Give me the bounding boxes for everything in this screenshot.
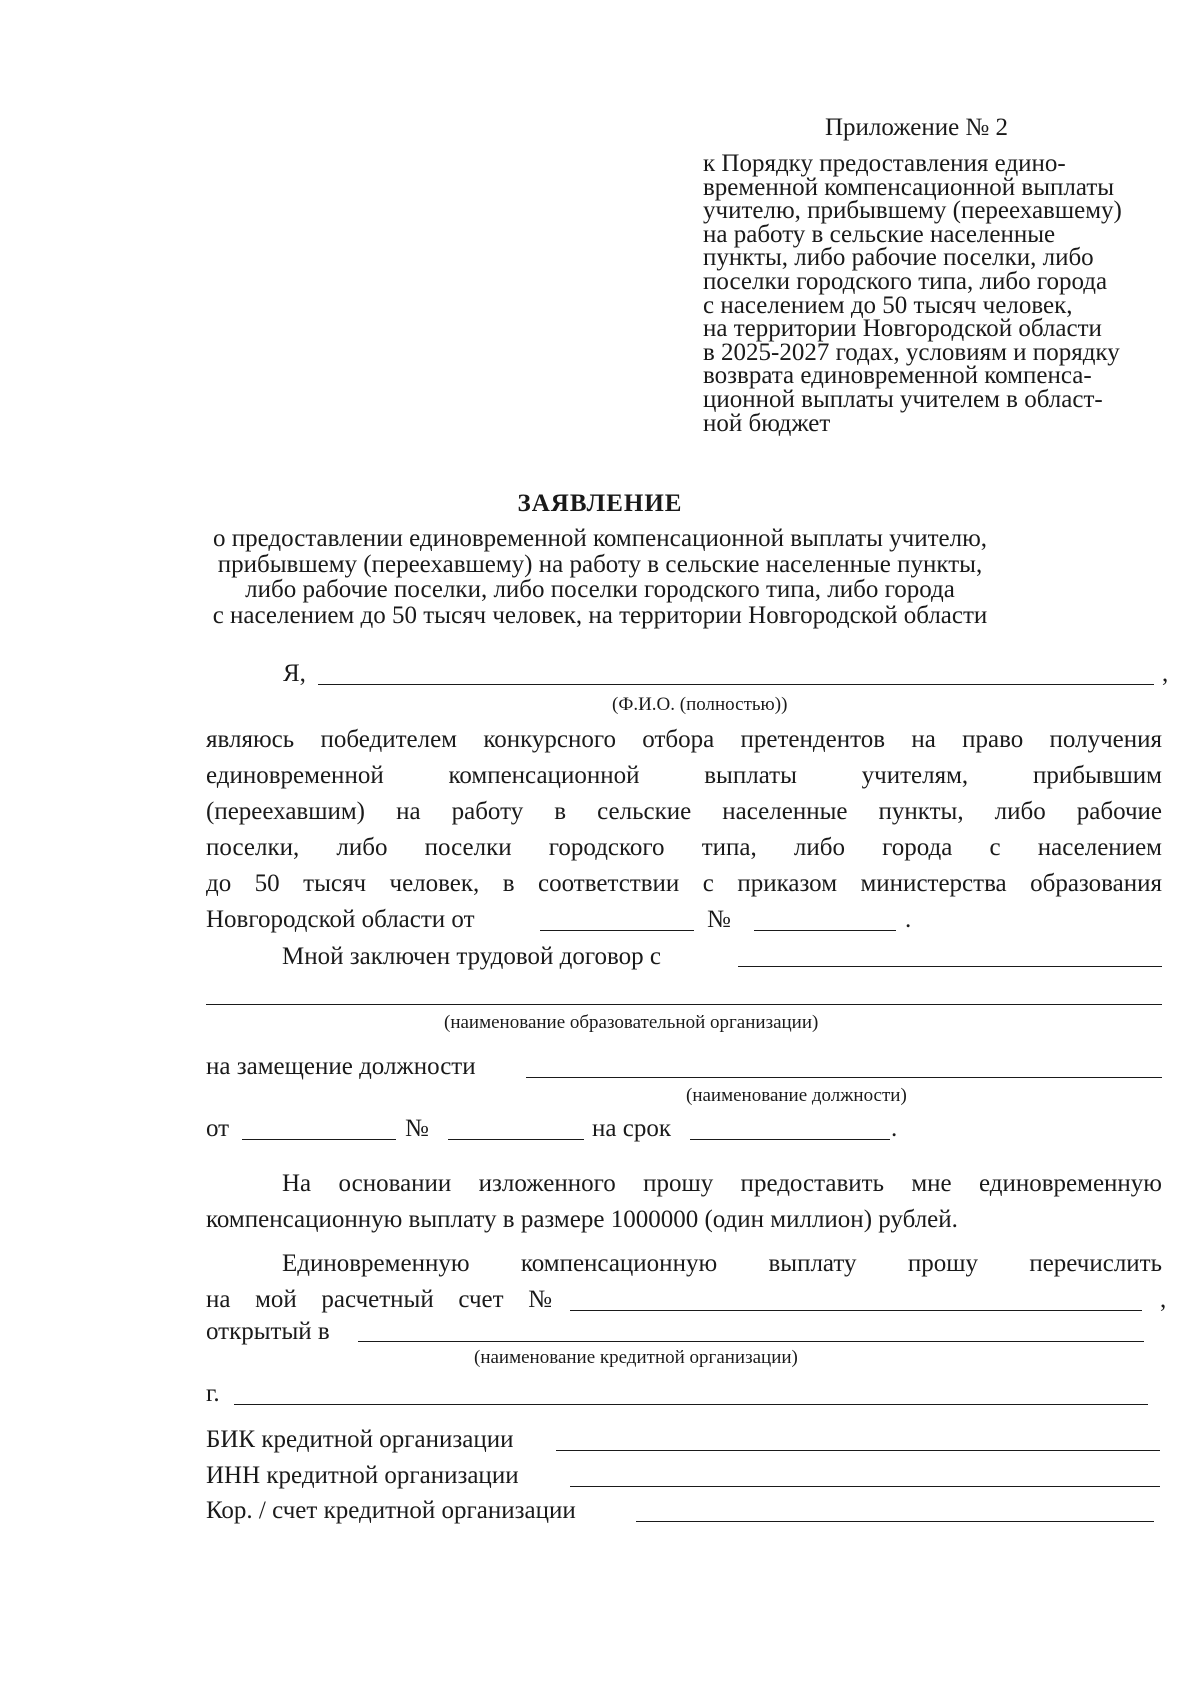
contract-org-field-continued[interactable] bbox=[206, 1004, 1162, 1005]
winner-line: являюсь победителем конкурсного отбора претендентов на право получения bbox=[206, 726, 1162, 753]
city-label: г. bbox=[206, 1380, 220, 1407]
subtitle-line: с населением до 50 тысяч человек, на территории Новгородской области bbox=[212, 601, 988, 629]
document-title: ЗАЯВЛЕНИЕ bbox=[517, 490, 683, 517]
inn-label: ИНН кредитной организации bbox=[206, 1462, 519, 1489]
contract-date-field[interactable] bbox=[242, 1139, 396, 1140]
appendix-line: на территории Новгородской области bbox=[703, 315, 1102, 343]
appendix-line: в 2025-2027 годах, условиям и порядку bbox=[703, 338, 1120, 366]
bik-field[interactable] bbox=[556, 1450, 1160, 1451]
position-field[interactable] bbox=[526, 1077, 1162, 1078]
contract-from-label: от bbox=[206, 1115, 230, 1142]
account-label: на мой расчетный счет № bbox=[206, 1286, 552, 1313]
account-comma: , bbox=[1160, 1286, 1167, 1313]
request-line: На основании изложенного прошу предоставить мне единовременную bbox=[282, 1170, 1162, 1197]
ya-label: Я, bbox=[283, 660, 306, 687]
fio-field[interactable] bbox=[318, 684, 1154, 685]
bik-label: БИК кредитной организации bbox=[206, 1426, 514, 1453]
appendix-line: пункты, либо рабочие поселки, либо bbox=[703, 244, 1094, 272]
winner-line: до 50 тысяч человек, в соответствии с приказом министерства образования bbox=[206, 870, 1162, 897]
contract-number-field[interactable] bbox=[448, 1139, 584, 1140]
subtitle-line: либо рабочие поселки, либо поселки городского типа, либо города bbox=[245, 576, 955, 603]
transfer-line: Единовременную компенсационную выплату прошу перечислить bbox=[282, 1250, 1162, 1277]
org-caption: (наименование образовательной организации) bbox=[444, 1012, 819, 1033]
appendix-line: возврата единовременной компенса- bbox=[703, 362, 1092, 390]
contract-label: Мной заключен трудовой договор с bbox=[282, 943, 661, 970]
appendix-line: поселки городского типа, либо города bbox=[703, 267, 1108, 295]
term-label: на срок bbox=[592, 1115, 671, 1142]
fio-comma: , bbox=[1162, 660, 1169, 687]
position-caption: (наименование должности) bbox=[686, 1085, 907, 1106]
inn-field[interactable] bbox=[570, 1486, 1160, 1487]
term-period: . bbox=[891, 1115, 898, 1142]
term-field[interactable] bbox=[690, 1139, 890, 1140]
appendix-line: учителю, прибывшему (переехавшему) bbox=[703, 197, 1122, 225]
account-number-field[interactable] bbox=[570, 1310, 1142, 1311]
order-period: . bbox=[905, 906, 912, 933]
order-prefix: Новгородской области от bbox=[206, 906, 475, 933]
document-subtitle bbox=[0, 526, 1200, 628]
bank-name-field[interactable] bbox=[358, 1341, 1144, 1342]
opened-label: открытый в bbox=[206, 1318, 330, 1345]
kor-account-field[interactable] bbox=[636, 1521, 1154, 1522]
fio-caption: (Ф.И.О. (полностью)) bbox=[612, 694, 788, 715]
order-number-field[interactable] bbox=[754, 930, 896, 931]
winner-line: (переехавшим) на работу в сельские населенные пункты, либо рабочие bbox=[206, 798, 1162, 825]
appendix-line: с населением до 50 тысяч человек, bbox=[703, 291, 1073, 319]
city-field[interactable] bbox=[234, 1404, 1148, 1405]
bank-caption: (наименование кредитной организации) bbox=[474, 1347, 798, 1368]
subtitle-line: о предоставлении единовременной компенсационной выплаты учителю, bbox=[212, 525, 987, 552]
appendix-line: временной компенсационной выплаты bbox=[703, 173, 1115, 201]
appendix-line: ной бюджет bbox=[703, 409, 831, 437]
appendix-line: на работу в сельские населенные bbox=[703, 220, 1056, 248]
position-label: на замещение должности bbox=[206, 1053, 476, 1080]
appendix-title: Приложение № 2 bbox=[825, 114, 1009, 141]
contract-number-label: № bbox=[405, 1115, 429, 1142]
order-date-field[interactable] bbox=[540, 930, 694, 931]
winner-line: единовременной компенсационной выплаты учителям, прибывшим bbox=[206, 762, 1162, 789]
kor-account-label: Кор. / счет кредитной организации bbox=[206, 1497, 576, 1524]
appendix-line: ционной выплаты учителем в област- bbox=[703, 385, 1103, 413]
appendix-line: к Порядку предоставления едино- bbox=[703, 150, 1066, 177]
subtitle-line: прибывшему (переехавшему) на работу в сельские населенные пункты, bbox=[217, 550, 983, 578]
order-number-label: № bbox=[707, 906, 731, 933]
appendix-reference bbox=[703, 152, 1165, 435]
request-line: компенсационную выплату в размере 1000000 (один миллион) рублей. bbox=[206, 1206, 958, 1233]
contract-org-field[interactable] bbox=[738, 966, 1162, 967]
winner-line: поселки, либо поселки городского типа, либо города с населением bbox=[206, 834, 1162, 861]
